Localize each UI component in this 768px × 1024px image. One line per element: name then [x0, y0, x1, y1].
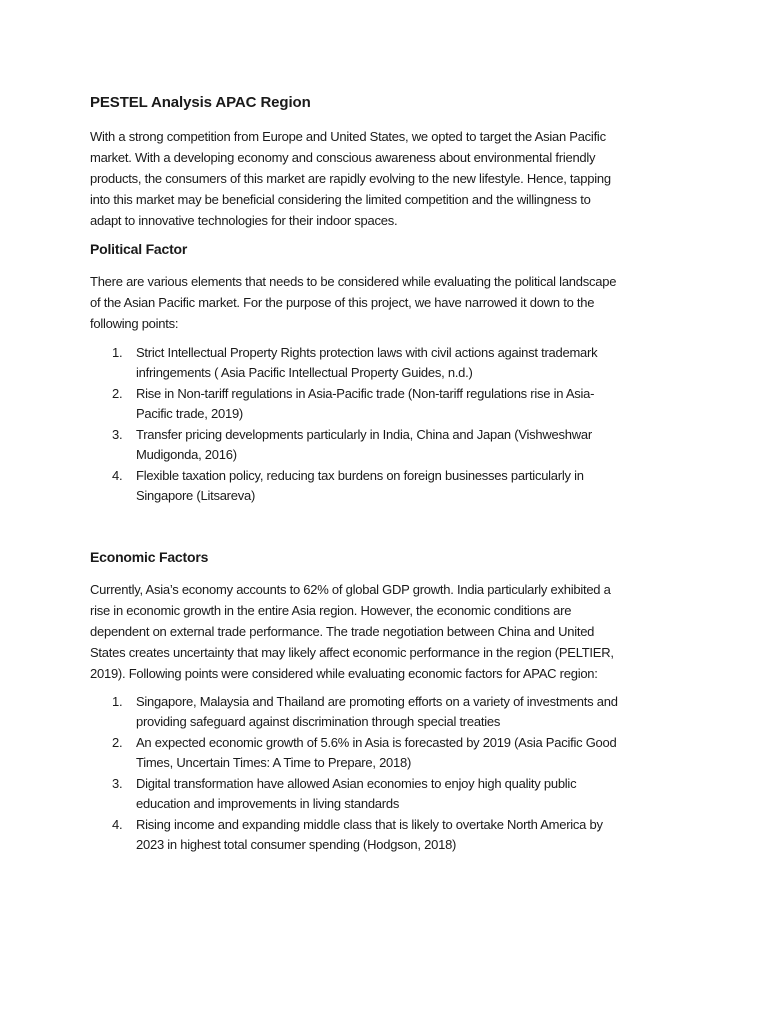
list-item — [90, 733, 690, 773]
list-item-line: An expected economic growth of 5.6% in Asia is forecasted by 2019 (Asia Pacific Good — [136, 735, 617, 750]
list-number: 4. — [112, 817, 123, 832]
list-item-line: Rising income and expanding middle class that is likely to overtake North America by — [136, 817, 603, 832]
list-item-line: Strict Intellectual Property Rights protection laws with civil actions against trademark — [136, 345, 598, 360]
list-number: 2. — [112, 386, 123, 401]
economic-factors-list — [90, 692, 690, 856]
paragraph-line: following points: — [90, 316, 179, 331]
economic-intro-paragraph — [90, 579, 690, 684]
economic-factors-heading: Economic Factors — [90, 549, 209, 565]
list-item — [90, 815, 690, 855]
paragraph-line: There are various elements that needs to be considered while evaluating the political landscape — [90, 274, 617, 289]
list-item-line: Flexible taxation policy, reducing tax burdens on foreign businesses particularly in — [136, 468, 584, 483]
paragraph-line: products, the consumers of this market are rapidly evolving to the new lifestyle. Hence, tapping — [90, 171, 611, 186]
list-number: 2. — [112, 735, 123, 750]
list-number: 1. — [112, 694, 123, 709]
list-item-line: Singapore (Litsareva) — [136, 488, 256, 503]
paragraph-line: 2019). Following points were considered while evaluating economic factors for APAC region: — [90, 666, 598, 681]
list-number: 1. — [112, 345, 123, 360]
list-item — [90, 384, 690, 424]
list-item — [90, 343, 690, 383]
list-item-line: infringements ( Asia Pacific Intellectual Property Guides, n.d.) — [136, 365, 473, 380]
list-item-line: Transfer pricing developments particularly in India, China and Japan (Vishweshwar — [136, 427, 592, 442]
political-factor-list — [90, 343, 690, 507]
intro-paragraph — [90, 126, 690, 231]
paragraph-line: With a strong competition from Europe and United States, we opted to target the Asian Pacific — [90, 129, 606, 144]
list-item-line: providing safeguard against discrimination through special treaties — [136, 714, 501, 729]
list-item-line: 2023 in highest total consumer spending (Hodgson, 2018) — [136, 837, 457, 852]
political-intro-paragraph — [90, 271, 690, 334]
list-item — [90, 466, 690, 506]
list-item-line: Rise in Non-tariff regulations in Asia-Pacific trade (Non-tariff regulations rise in Asia- — [136, 386, 595, 401]
list-item — [90, 774, 690, 814]
list-item — [90, 425, 690, 465]
list-item-line: Mudigonda, 2016) — [136, 447, 237, 462]
paragraph-line: adapt to innovative technologies for their indoor spaces. — [90, 213, 398, 228]
list-item — [90, 692, 690, 732]
list-item-line: education and improvements in living standards — [136, 796, 400, 811]
paragraph-line: market. With a developing economy and conscious awareness about environmental friendly — [90, 150, 596, 165]
paragraph-line: dependent on external trade performance. The trade negotiation between China and United — [90, 624, 595, 639]
paragraph-line: Currently, Asia’s economy accounts to 62% of global GDP growth. India particularly exhibited a — [90, 582, 611, 597]
list-number: 3. — [112, 427, 123, 442]
list-item-line: Digital transformation have allowed Asian economies to enjoy high quality public — [136, 776, 577, 791]
list-number: 4. — [112, 468, 123, 483]
political-factor-heading: Political Factor — [90, 241, 188, 257]
document-title: PESTEL Analysis APAC Region — [90, 94, 311, 111]
paragraph-line: of the Asian Pacific market. For the purpose of this project, we have narrowed it down to the — [90, 295, 595, 310]
list-item-line: Times, Uncertain Times: A Time to Prepare, 2018) — [136, 755, 412, 770]
paragraph-line: into this market may be beneficial considering the limited competition and the willingness to — [90, 192, 591, 207]
list-item-line: Singapore, Malaysia and Thailand are promoting efforts on a variety of investments and — [136, 694, 618, 709]
list-number: 3. — [112, 776, 123, 791]
paragraph-line: rise in economic growth in the entire Asia region. However, the economic conditions are — [90, 603, 572, 618]
paragraph-line: States creates uncertainty that may likely affect economic performance in the region (PELTIER, — [90, 645, 614, 660]
list-item-line: Pacific trade, 2019) — [136, 406, 244, 421]
